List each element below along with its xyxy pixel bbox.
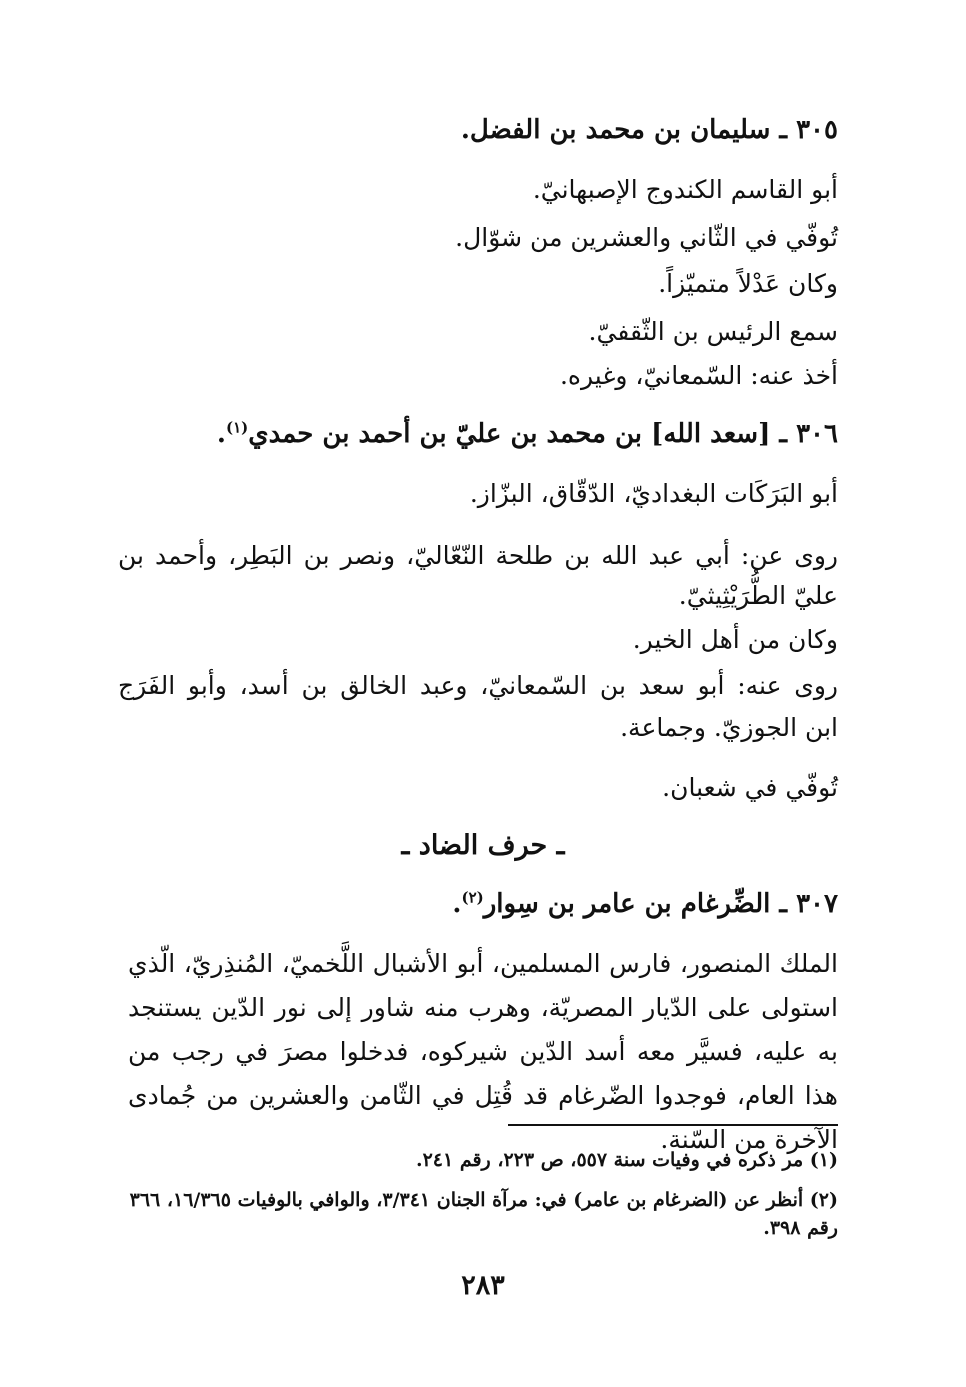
entry-307-heading-end: . [452, 889, 462, 919]
entry-306-line: روى عن: أبي عبد الله بن طلحة النّعّاليّ، ونصر بن البَطِر، وأحمد بن [118, 541, 838, 570]
entry-306-line: أبو البَرَكَات البغداديّ، الدّقّاق، البزّاز. [469, 479, 838, 508]
entry-306-line: ابن الجوزيّ. وجماعة. [620, 713, 838, 742]
entry-305-line: سمع الرئيس بن الثّقفيّ. [588, 317, 838, 346]
footnote-1: (١) مر ذكره في وفيات سنة ٥٥٧، ص ٢٢٣، رقم ٢٤١. [415, 1149, 838, 1171]
entry-305-line: وكان عَدْلاً متميّزاً. [658, 269, 838, 298]
entry-305-line: تُوفّي في الثّاني والعشرين من شوّال. [455, 223, 838, 252]
entry-306-heading-end: . [216, 419, 226, 449]
entry-305-line: أخذ عنه: السّمعانيّ، وغيره. [559, 361, 838, 390]
entry-307-paragraph: الملك المنصور، فارس المسلمين، أبو الأشبال اللَّخميّ، المُنذِريّ، الّذي استولى على الدّيار المصريّة، وهرب منه شاور إلى نور الدّين يستنجد به عليه، فسيَّر معه أسد الدّين شيركوه، فدخلوا مصرَ في رجب من هذا العام، فوجدوا الضّرغام قد قُتِل في الثّامن والعشرين من جُمادى الآخرة من السّنة. [128, 949, 838, 1154]
entry-306-line: تُوفّي في شعبان. [662, 773, 838, 802]
entry-306-heading [110, 416, 838, 452]
entry-306-line: وكان من أهل الخير. [632, 625, 838, 654]
page-number: ٢٨٣ [461, 1270, 505, 1301]
entry-307-heading [110, 886, 838, 922]
entry-306-line: روى عنه: أبو سعد بن السّمعانيّ، وعبد الخالق بن أسد، وأبو الفَرَج [118, 671, 838, 700]
footnote-ref-1: (١) [225, 418, 249, 437]
footnote-2: (٢) أنظر عن (الضرغام بن عامر) في: مرآة الجنان ٣/٣٤١، والوافي بالوفيات ١٦/٣٦٥، ٣٦٦ رقم ٣٩٨. [129, 1189, 838, 1239]
entry-306-line: عليّ الطُّرَيْثِيثيّ. [678, 581, 838, 610]
entry-306-heading-text: ٣٠٦ ـ [سعد الله] بن محمد بن عليّ بن أحمد بن حمدي [248, 419, 838, 449]
entry-305-heading: ٣٠٥ ـ سليمان بن محمد بن الفضل. [460, 115, 838, 145]
entry-305-line: أبو القاسم الكندوج الإصبهانيّ. [532, 175, 838, 204]
footnote-ref-2: (٢) [461, 888, 484, 907]
entry-307-heading-text: ٣٠٧ ـ الضِّرغام بن عامر بن سِوار [483, 889, 838, 919]
section-title: ـ حرف الضاد ـ [401, 830, 565, 861]
footnote-divider [508, 1124, 838, 1126]
